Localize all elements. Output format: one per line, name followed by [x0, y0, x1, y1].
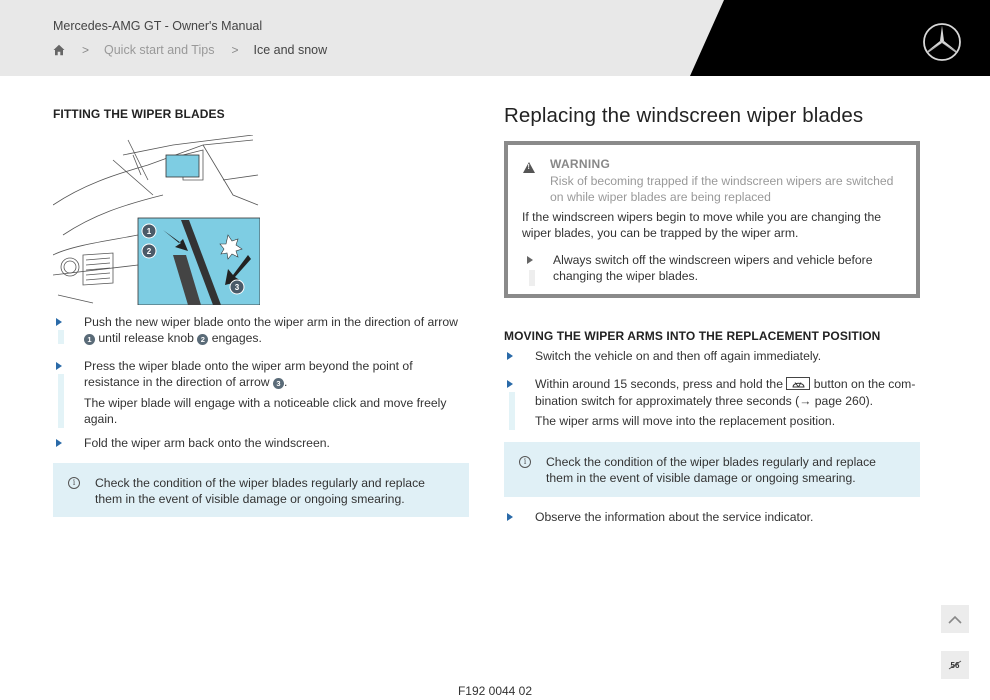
callout-1-icon: 1: [84, 334, 95, 345]
warning-subtitle: Risk of becoming trapped if the windscreen wipers are switched on while wiper blades are being replaced: [550, 174, 894, 205]
info-box: [504, 442, 920, 497]
figure-label-3: 3: [234, 283, 240, 292]
step-note: The wiper blade will engage with a noticeable click and move freely again.: [84, 395, 447, 427]
step-text: Press the wiper blade onto the wiper arm beyond the point of resistance in the direction of arrow 3 .: [84, 359, 413, 390]
wiper-fitting-illustration: [53, 135, 260, 305]
home-icon[interactable]: [53, 44, 65, 56]
list-item: [504, 376, 920, 429]
step-bar: [58, 330, 64, 344]
header: [0, 0, 990, 76]
list-item: [504, 348, 920, 364]
figure-code: F192 0044 02: [457, 684, 533, 698]
breadcrumb: [53, 42, 327, 58]
callout-3-icon: 3: [273, 378, 284, 389]
list-item: [53, 314, 469, 350]
bullet-arrow-icon: [527, 256, 533, 264]
list-item: [504, 509, 920, 525]
info-text: Check the condition of the wiper blades regularly and replace them in the event of visible damage or ongoing smearing.: [95, 476, 425, 507]
breadcrumb-item-quick-start[interactable]: Quick start and Tips: [104, 43, 215, 57]
step-note: The wiper arms will move into the replacement position.: [535, 414, 836, 429]
step-bar: [58, 374, 64, 428]
right-column: [504, 104, 920, 524]
section-title-moving: MOVING THE WIPER ARMS INTO THE REPLACEMENT POSITION: [504, 329, 881, 343]
list-item: [53, 435, 469, 451]
page-badge-number: 56: [950, 660, 960, 670]
breadcrumb-item-ice-and-snow: Ice and snow: [253, 43, 328, 57]
step-bar: [529, 270, 535, 286]
page-title: Replacing the windscreen wiper blades: [504, 104, 864, 127]
figure-label-1: 1: [146, 227, 152, 236]
bullet-arrow-icon: [56, 362, 62, 370]
list-item: [53, 358, 469, 428]
info-icon: i: [519, 456, 531, 468]
mercedes-star-icon[interactable]: [922, 22, 962, 62]
figure-label-2: 2: [146, 247, 152, 256]
info-text: Check the condition of the wiper blades regularly and replace them in the event of visible damage or ongoing smearing.: [546, 454, 876, 486]
warning-heading: WARNING: [550, 157, 611, 171]
bullet-arrow-icon: [56, 318, 62, 326]
callout-2-icon: 2: [197, 334, 208, 345]
bullet-arrow-icon: [56, 439, 62, 447]
bullet-arrow-icon: [507, 380, 513, 388]
chevron-up-icon: [948, 615, 962, 624]
replacement-position-steps: [504, 329, 920, 525]
fitting-steps: [53, 314, 469, 517]
chevron-right-icon: >: [231, 43, 239, 57]
info-icon: i: [68, 477, 80, 489]
warning-body: If the windscreen wipers begin to move while you are changing the wiper blades, you can be trapped by the wiper arm.: [522, 210, 882, 241]
wiper-button-icon: [786, 377, 810, 390]
warning-step: Always switch off the windscreen wipers and vehicle before changing the wiper blades.: [522, 252, 902, 285]
info-box: [53, 463, 469, 517]
step-bar: [509, 392, 515, 429]
step-text: Switch the vehicle on and then off again immediately.: [535, 349, 822, 363]
left-column: [53, 107, 469, 507]
step-text: Within around 15 seconds, press and hold the button on the com- bination switch for approximately three seconds (→ page 260).: [535, 377, 916, 408]
step-text: Fold the wiper arm back onto the windscreen.: [84, 435, 330, 450]
step-text: Push the new wiper blade onto the wiper arm in the direction of arrow 1 until release knob 2 engages.: [84, 315, 458, 346]
page-badge-button[interactable]: [941, 651, 969, 679]
warning-triangle-icon: [523, 162, 535, 173]
chevron-right-icon: >: [82, 43, 90, 57]
step-text: Observe the information about the service indicator.: [535, 509, 814, 524]
scroll-to-top-button[interactable]: [941, 605, 969, 633]
warning-box: [504, 141, 920, 298]
app-title: Mercedes-AMG GT - Owner's Manual: [53, 19, 263, 33]
bullet-arrow-icon: [507, 352, 513, 360]
section-title-fitting: FITTING THE WIPER BLADES: [53, 107, 225, 121]
bullet-arrow-icon: [507, 513, 513, 521]
